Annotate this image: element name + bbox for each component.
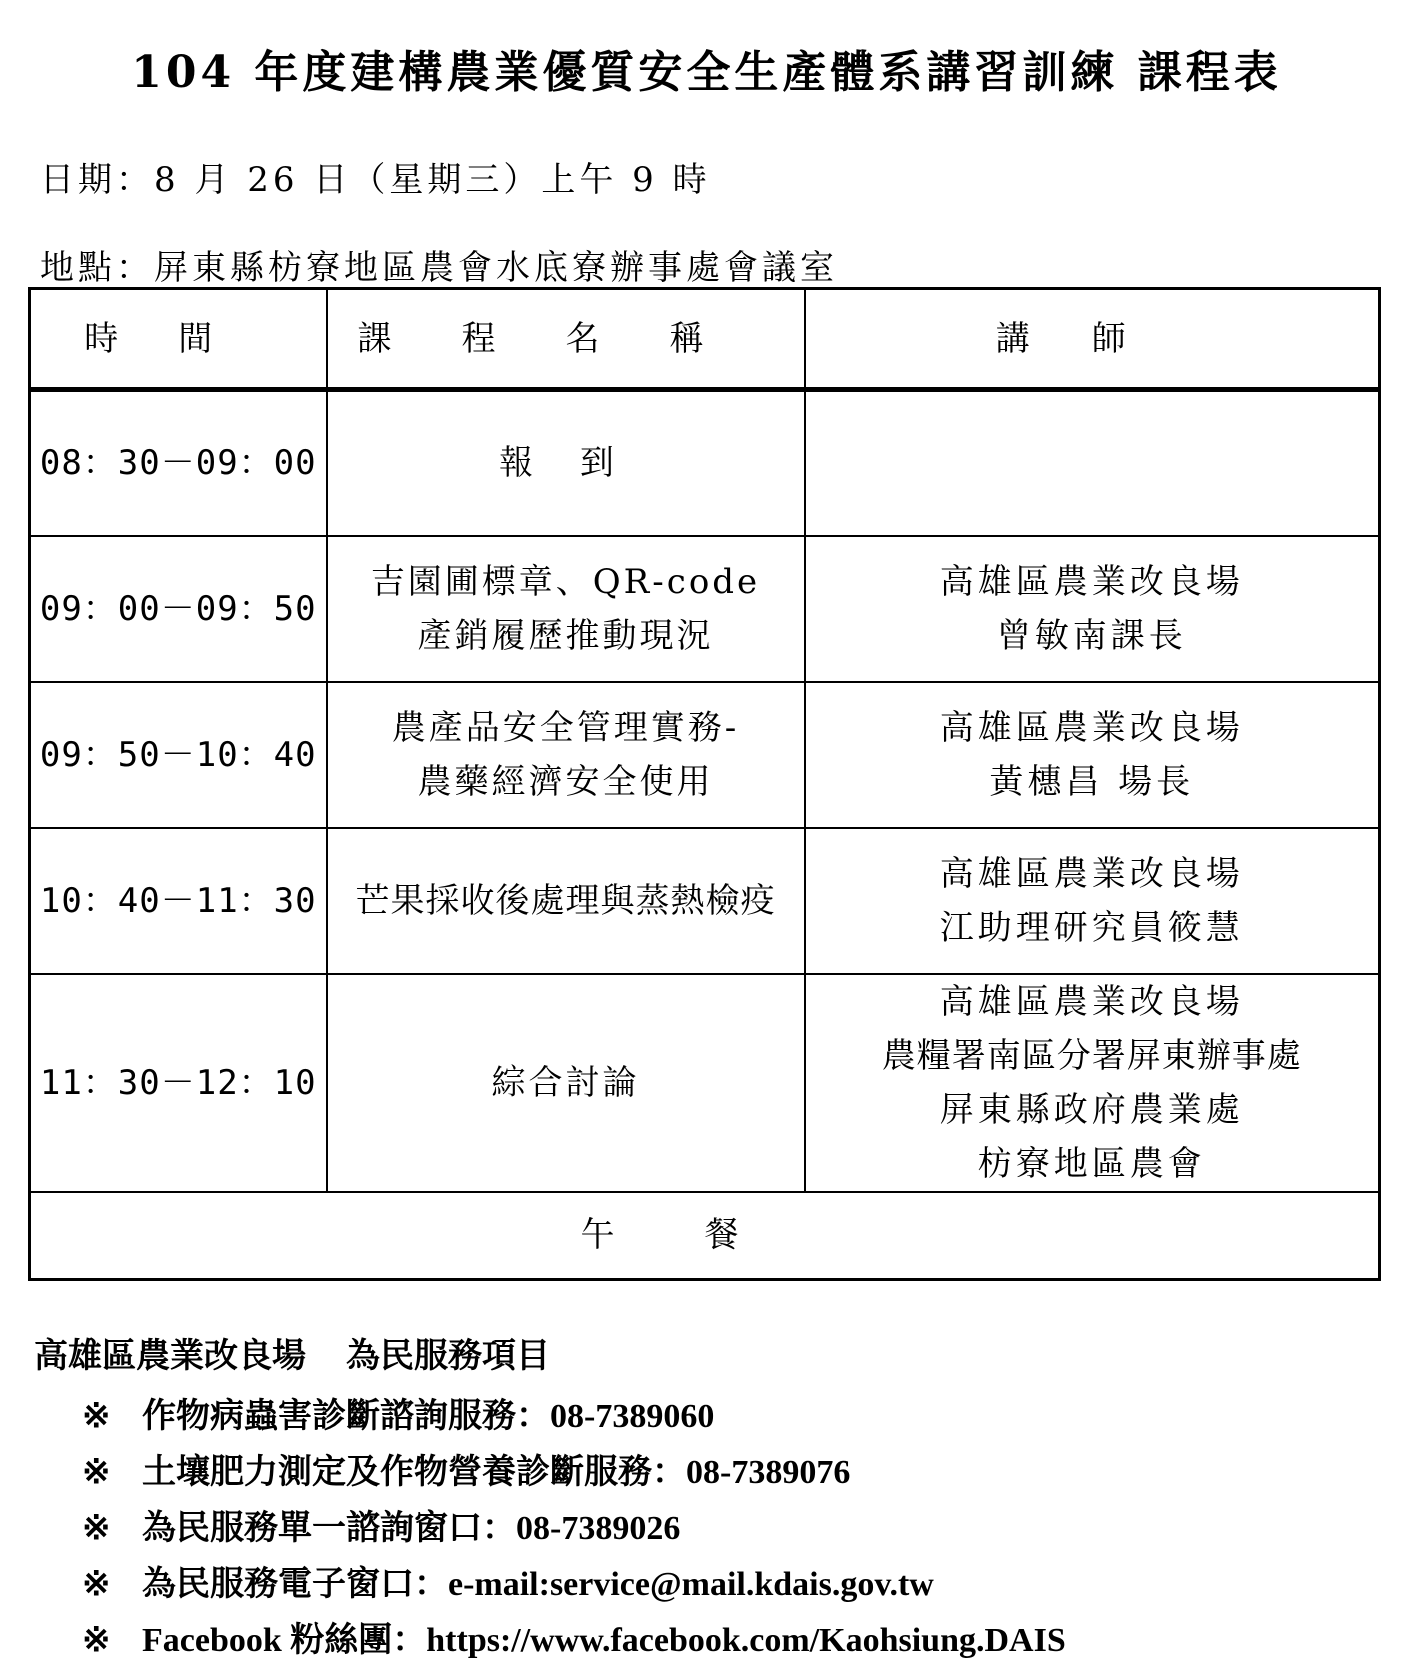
services-title: 為民服務項目 [346,1338,550,1375]
lecturer-line: 高雄區農業改良場 [939,853,1244,894]
schedule-table [28,287,1381,1281]
document-title: 104 年度建構農業優質安全生產體系講習訓練 課程表 [131,47,1282,98]
lecturer-cell [805,974,1380,1192]
header-lecturer: 講師 [805,289,1380,390]
lunch-row [30,1192,1380,1280]
service-text: 土壤肥力測定及作物營養診斷服務：08-7389076 [142,1454,851,1491]
reference-mark-icon: ※ [82,1566,111,1603]
lecturer-cell [805,828,1380,974]
course-line: 報 到 [499,443,632,484]
course-line: 綜合討論 [491,1062,640,1103]
reference-mark-icon: ※ [82,1622,111,1659]
service-item [82,1613,1066,1669]
services-section [34,1328,1066,1669]
course-cell [327,974,805,1192]
lecturer-line: 曾敏南課長 [996,615,1187,656]
course-line: 農藥經濟安全使用 [417,761,714,802]
service-text: 為民服務電子窗口：e-mail:service@mail.kdais.gov.tw [142,1566,934,1603]
service-item [82,1389,1066,1445]
lunch-cell: 午餐 [30,1192,1380,1280]
course-line: 芒果採收後處理與蒸熱檢疫 [355,880,776,921]
time-cell: 10：40－11：30 [30,828,327,974]
reference-mark-icon: ※ [82,1510,111,1547]
services-heading [34,1328,1066,1377]
lecturer-line: 高雄區農業改良場 [939,561,1244,602]
time-cell: 11：30－12：10 [30,974,327,1192]
lecturer-line: 屏東縣政府農業處 [939,1089,1244,1130]
lecturer-line: 高雄區農業改良場 [939,981,1244,1022]
table-row [30,536,1380,682]
lecturer-line: 農糧署南區分署屏東辦事處 [881,1035,1302,1076]
table-row [30,682,1380,828]
time-cell: 09：50－10：40 [30,682,327,828]
service-text: 為民服務單一諮詢窗口：08-7389026 [142,1510,681,1547]
course-cell [327,828,805,974]
lecturer-line: 江助理研究員筱慧 [939,907,1244,948]
course-line: 吉園圃標章、QR-code [370,561,761,602]
table-row [30,974,1380,1192]
reference-mark-icon: ※ [82,1454,111,1491]
header-time: 時間 [30,289,327,390]
service-item [82,1557,1066,1613]
table-row [30,828,1380,974]
service-item [82,1501,1066,1557]
course-line: 農產品安全管理實務- [391,707,740,748]
course-cell [327,390,805,536]
lecturer-line: 枋寮地區農會 [977,1143,1206,1184]
time-cell: 09：00－09：50 [30,536,327,682]
lecturer-cell [805,682,1380,828]
course-cell [327,536,805,682]
course-cell [327,682,805,828]
service-item [82,1445,1066,1501]
service-text: Facebook 粉絲團：https://www.facebook.com/Kaohsiung.DAIS [142,1622,1066,1659]
event-location: 地點：屏東縣枋寮地區農會水底寮辦事處會議室 [40,248,838,288]
course-line: 產銷履歷推動現況 [417,615,714,656]
lecturer-line: 高雄區農業改良場 [939,707,1244,748]
table-row [30,390,1380,536]
event-date: 日期：8 月 26 日（星期三）上午 9 時 [40,160,711,200]
reference-mark-icon: ※ [82,1398,111,1435]
service-text: 作物病蟲害診斷諮詢服務：08-7389060 [142,1398,715,1435]
time-cell: 08：30－09：00 [30,390,327,536]
services-org: 高雄區農業改良場 [34,1338,306,1375]
table-header-row [30,289,1380,390]
lecturer-line: 黃橞昌 場長 [989,761,1195,802]
lecturer-cell [805,390,1380,536]
header-course-name: 課程名稱 [327,289,805,390]
lecturer-cell [805,536,1380,682]
